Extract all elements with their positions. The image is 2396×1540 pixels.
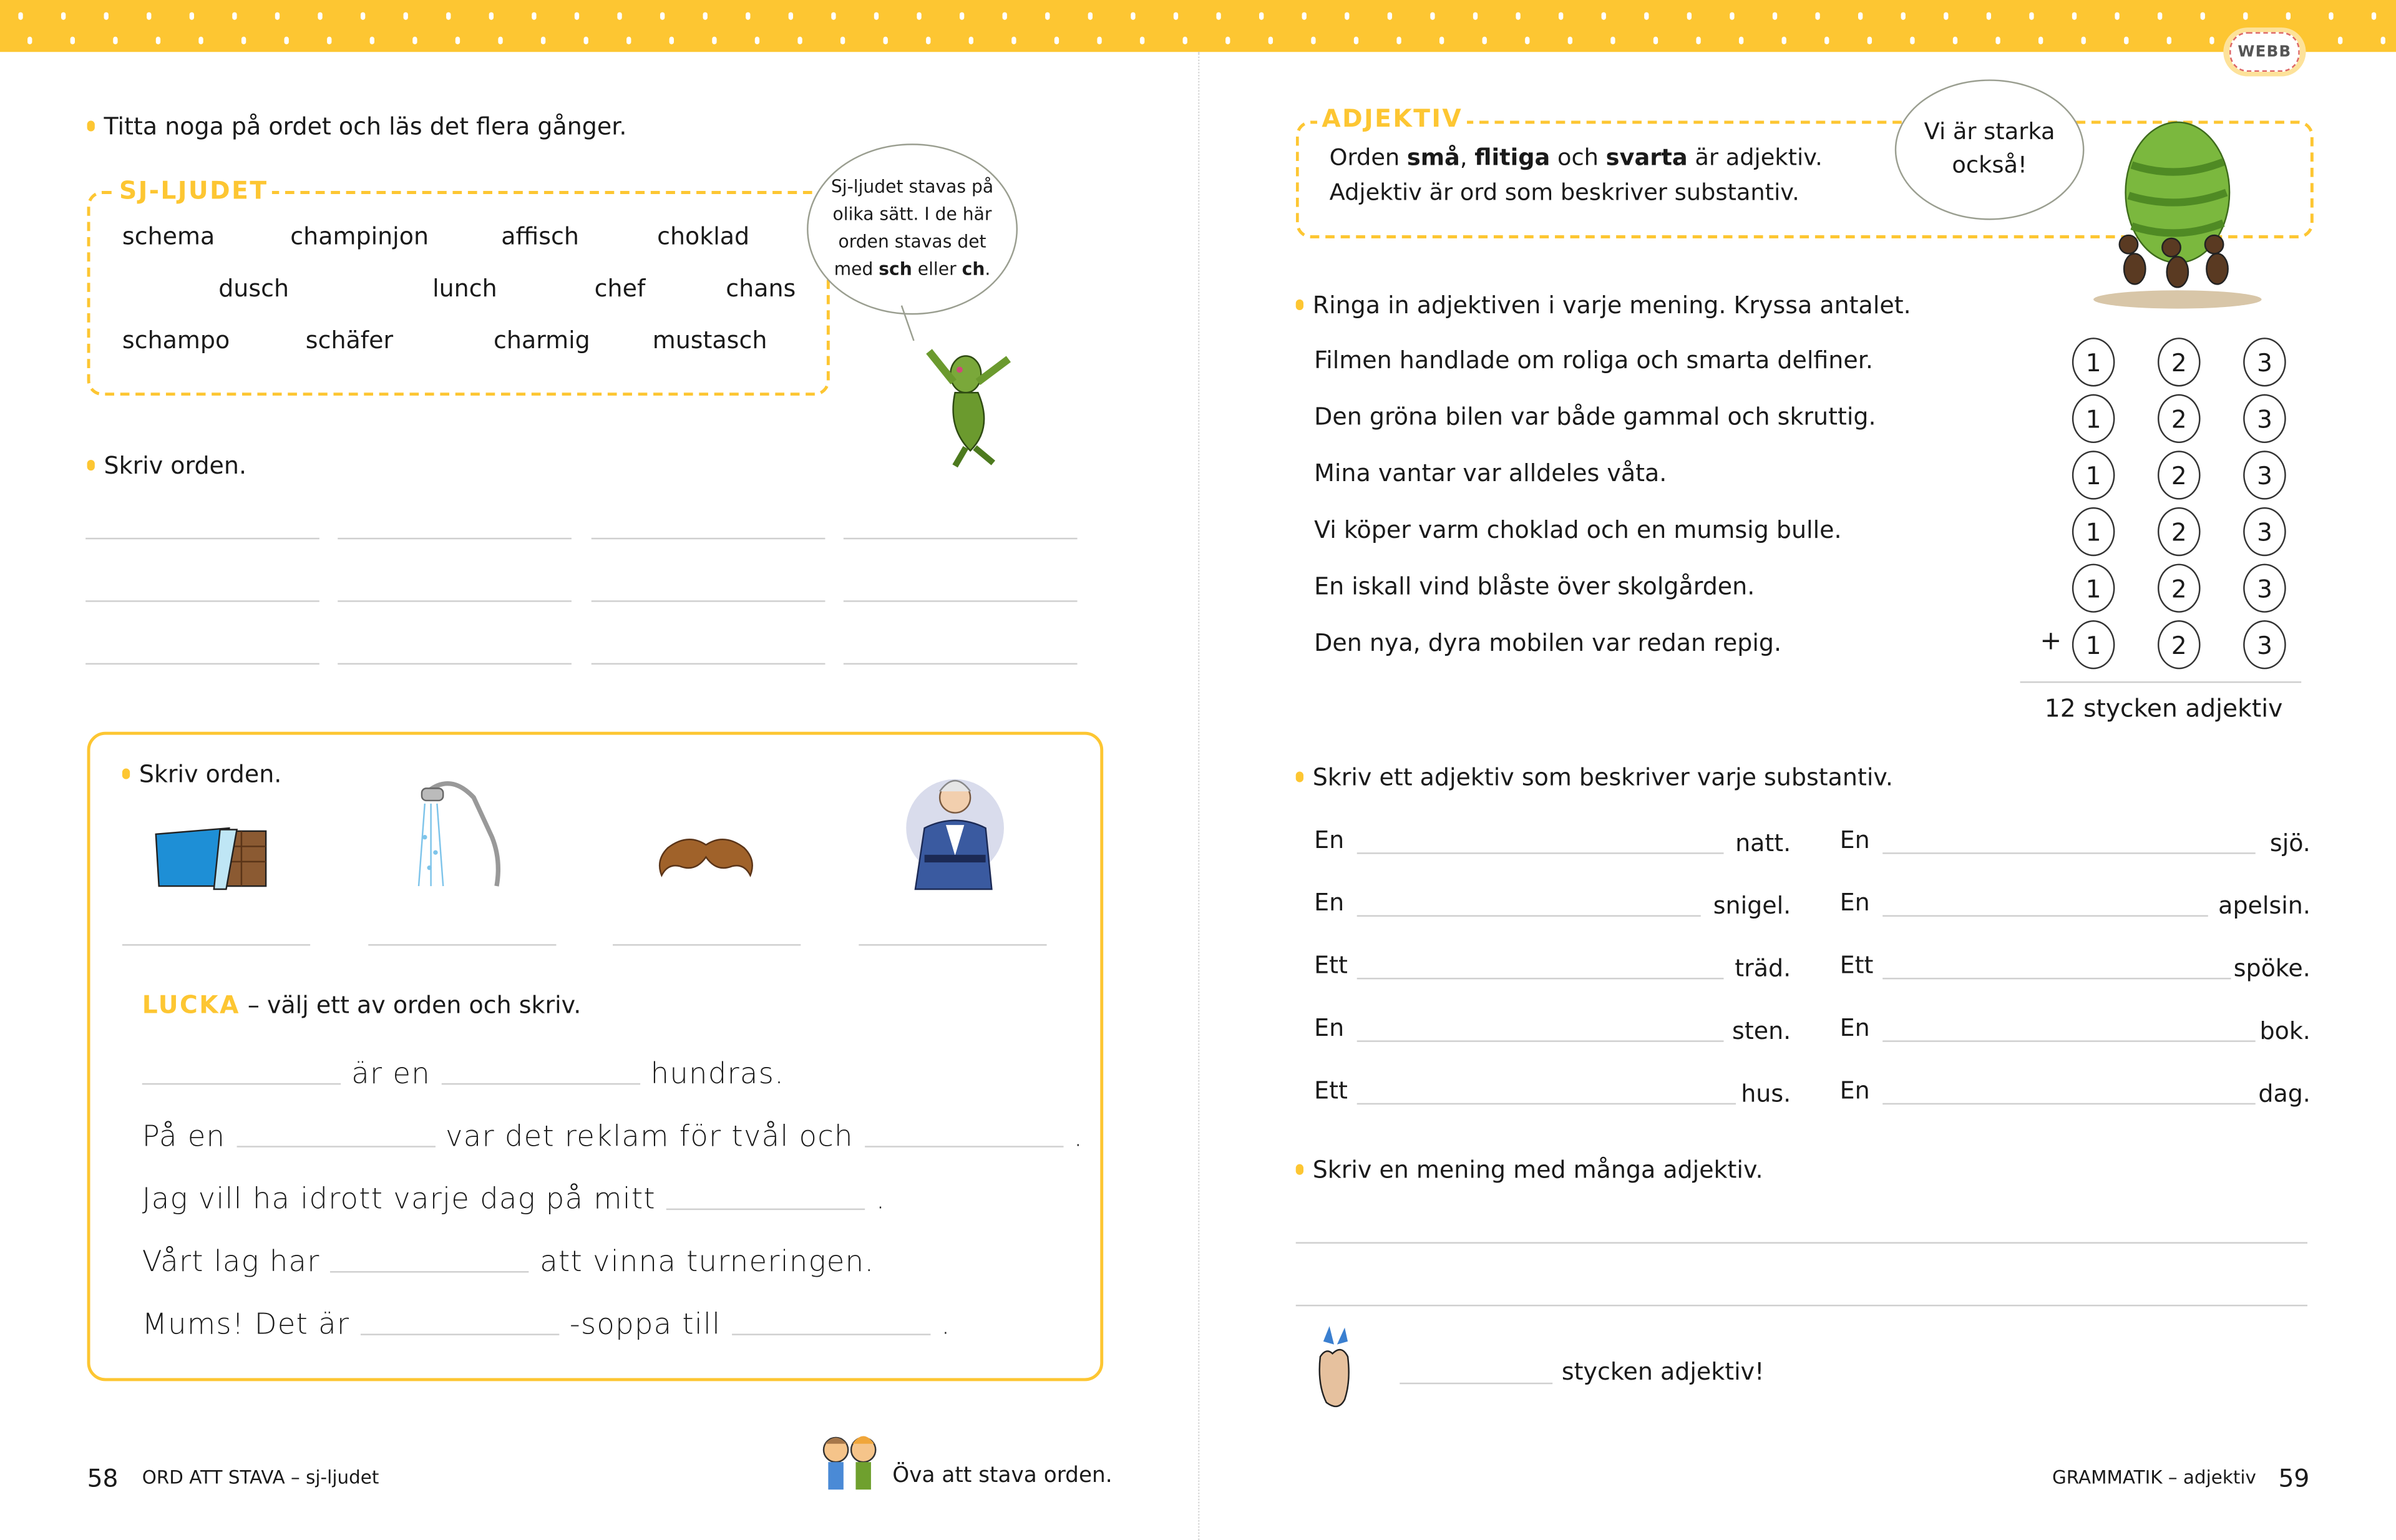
count-option-3[interactable]: 3 xyxy=(2243,394,2286,443)
lucka-text: . xyxy=(1073,1119,1084,1154)
band-dot xyxy=(2201,12,2205,20)
noun-article: En xyxy=(1839,1077,1870,1105)
word-answer-line[interactable] xyxy=(844,600,1078,602)
ants-watermelon-icon xyxy=(2070,119,2299,310)
band-dot xyxy=(1302,12,1307,20)
word-answer-line[interactable] xyxy=(592,663,825,665)
lucka-text: Jag vill ha idrott varje dag på mitt xyxy=(142,1182,656,1216)
band-dot xyxy=(1987,12,1991,20)
band-dot xyxy=(1473,12,1478,20)
band-dot xyxy=(1644,12,1648,20)
band-dot xyxy=(1525,37,1529,44)
band-dot xyxy=(1773,12,1777,20)
band-dot xyxy=(703,12,708,20)
band-dot xyxy=(18,12,22,20)
band-dot xyxy=(327,37,331,44)
band-dot xyxy=(584,37,588,44)
lucka-title: LUCKA xyxy=(142,990,240,1020)
shower-head-icon xyxy=(412,776,519,891)
band-dot xyxy=(2072,12,2077,20)
count-option-3[interactable]: 3 xyxy=(2243,563,2286,612)
band-dot xyxy=(1174,12,1178,20)
bullet-icon xyxy=(87,460,95,470)
band-dot xyxy=(1610,37,1615,44)
band-dot xyxy=(1653,37,1658,44)
sum-line xyxy=(2020,681,2302,683)
band-dot xyxy=(370,37,374,44)
band-dot xyxy=(2286,12,2291,20)
instruction-describe-text: Skriv ett adjektiv som beskriver varje substantiv. xyxy=(1312,764,1893,792)
adjective-answer-line[interactable] xyxy=(1357,1103,1735,1104)
sj-word: choklad xyxy=(657,223,750,251)
adjective-answer-line[interactable] xyxy=(1357,1040,1724,1041)
band-dot xyxy=(1430,12,1434,20)
sentence-answer-line[interactable] xyxy=(1296,1242,2307,1244)
band-dot xyxy=(831,12,835,20)
sentence-answer-line[interactable] xyxy=(1296,1305,2307,1306)
instruction-circle-text: Ringa in adjektiven i varje mening. Kryssa antalet. xyxy=(1312,291,1911,319)
noun-word: dag. xyxy=(2258,1080,2311,1108)
band-dot xyxy=(361,12,365,20)
band-dot xyxy=(1269,37,1273,44)
band-dot xyxy=(446,12,450,20)
lucka-text: hundras. xyxy=(650,1057,785,1091)
band-dot xyxy=(1568,37,1572,44)
adjektiv-text: Orden xyxy=(1329,144,1407,172)
bubble-text: med xyxy=(834,258,879,280)
sj-word: schampo xyxy=(122,326,230,355)
band-dot xyxy=(670,37,674,44)
noun-article: En xyxy=(1839,1014,1870,1042)
instruction-describe xyxy=(1296,764,1893,792)
sj-word: dusch xyxy=(218,275,290,303)
bubble-line: Vi är starka xyxy=(1924,118,2055,146)
instruction-sentence xyxy=(1296,1156,1763,1184)
band-dot xyxy=(1131,12,1135,20)
noun-word: spöke. xyxy=(2233,955,2311,983)
band-dot xyxy=(1354,37,1358,44)
band-dot xyxy=(27,37,32,44)
picture-instruction xyxy=(122,761,282,789)
band-dot xyxy=(1910,37,1914,44)
picture-answer-line[interactable] xyxy=(122,944,310,945)
lucka-blank[interactable] xyxy=(441,1083,640,1084)
noun-word: bok. xyxy=(2259,1017,2311,1045)
noun-word: sten. xyxy=(1732,1017,1791,1045)
lucka-text: . xyxy=(940,1307,952,1342)
page-spine xyxy=(1198,52,1199,1540)
lucka-instruction: – välj ett av orden och skriv. xyxy=(240,992,582,1020)
count-option-2[interactable]: 2 xyxy=(2158,338,2201,386)
page-number-right: 59 xyxy=(2278,1463,2310,1493)
lucka-text: -soppa till xyxy=(569,1307,721,1342)
noun-word: träd. xyxy=(1735,955,1791,983)
count-option-1[interactable]: 1 xyxy=(2072,563,2115,612)
lucka-blank[interactable] xyxy=(731,1333,930,1335)
count-option-1[interactable]: 1 xyxy=(2072,620,2115,669)
band-dot xyxy=(2029,12,2033,20)
band-dot xyxy=(746,12,750,20)
instruction-circle xyxy=(1296,291,1911,319)
band-dot xyxy=(874,12,879,20)
band-dot xyxy=(2158,12,2162,20)
noun-article: Ett xyxy=(1839,952,1874,980)
noun-word: natt. xyxy=(1735,829,1791,857)
bullet-icon xyxy=(1296,1164,1303,1175)
band-dot xyxy=(198,37,203,44)
clapping-hands-icon xyxy=(1311,1323,1381,1411)
adjective-sentence: Vi köper varm choklad och en mumsig bulle. xyxy=(1314,516,1842,544)
adjective-sentence: Filmen handlade om roliga och smarta delfiner. xyxy=(1314,346,1873,374)
count-option-3[interactable]: 3 xyxy=(2243,451,2286,499)
band-dot xyxy=(113,37,117,44)
lucka-text: På en xyxy=(142,1119,226,1154)
band-dot xyxy=(2338,37,2342,44)
lucka-blank[interactable] xyxy=(360,1333,558,1335)
band-dot xyxy=(1140,37,1144,44)
instruction-look xyxy=(87,113,627,141)
adjective-sentence: Den nya, dyra mobilen var redan repig. xyxy=(1314,629,1782,657)
lucka-text: Mums! Det är xyxy=(142,1307,350,1342)
adjective-answer-line[interactable] xyxy=(1882,1040,2255,1041)
band-dot xyxy=(1345,12,1349,20)
lucka-blank[interactable] xyxy=(142,1083,341,1084)
sj-word: lunch xyxy=(432,275,497,303)
band-dot xyxy=(1054,37,1059,44)
band-dot xyxy=(1995,37,2000,44)
band-dot xyxy=(275,12,280,20)
band-dot xyxy=(1944,12,1948,20)
word-answer-line[interactable] xyxy=(85,663,319,665)
page-number-left: 58 xyxy=(87,1463,119,1493)
count-option-2[interactable]: 2 xyxy=(2158,620,2201,669)
sj-word: chef xyxy=(594,275,646,303)
band-dot xyxy=(2082,37,2086,44)
band-dot xyxy=(489,12,494,20)
noun-word: snigel. xyxy=(1713,892,1791,920)
adjektiv-text: , xyxy=(1459,144,1475,172)
dragon-illustration-icon xyxy=(886,298,1039,474)
lucka-heading xyxy=(142,990,582,1020)
band-dot xyxy=(147,12,151,20)
lucka-blank[interactable] xyxy=(236,1146,434,1147)
band-dot xyxy=(617,12,621,20)
band-dot xyxy=(1088,12,1093,20)
band-dot xyxy=(1439,37,1444,44)
plus-sign: + xyxy=(2040,626,2062,657)
adjective-answer-line[interactable] xyxy=(1882,852,2255,854)
word-answer-line[interactable] xyxy=(338,663,572,665)
band-dot xyxy=(156,37,160,44)
bullet-icon xyxy=(122,769,130,779)
adjective-sentence: En iskall vind blåste över skolgården. xyxy=(1314,573,1755,601)
webb-badge-label: WEBB xyxy=(2229,32,2300,72)
picture-answer-line[interactable] xyxy=(613,944,801,945)
noun-word: hus. xyxy=(1741,1080,1791,1108)
band-dot xyxy=(1602,12,1606,20)
count-option-3[interactable]: 3 xyxy=(2243,507,2286,556)
band-dot xyxy=(755,37,759,44)
adjektiv-bold: flitiga xyxy=(1474,144,1551,172)
adjective-sentence: Mina vantar var alldeles våta. xyxy=(1314,459,1667,488)
man-in-suit-icon xyxy=(891,764,1010,894)
footer-section-right: GRAMMATIK – adjektiv xyxy=(2052,1466,2256,1488)
band-dot xyxy=(1687,12,1692,20)
band-dot xyxy=(917,12,921,20)
lucka-text: var det reklam för tvål och xyxy=(445,1119,854,1154)
clap-text: stycken adjektiv! xyxy=(1561,1358,1765,1386)
top-band xyxy=(0,0,2396,52)
band-dot xyxy=(712,37,716,44)
adjective-sentence: Den gröna bilen var både gammal och skruttig. xyxy=(1314,403,1876,431)
mustache-icon xyxy=(650,832,764,886)
count-option-2[interactable]: 2 xyxy=(2158,507,2201,556)
word-answer-line[interactable] xyxy=(844,663,1078,665)
count-option-1[interactable]: 1 xyxy=(2072,507,2115,556)
band-dot xyxy=(104,12,109,20)
count-option-2[interactable]: 2 xyxy=(2158,563,2201,612)
band-dot xyxy=(1815,12,1819,20)
adjective-answer-line[interactable] xyxy=(1357,915,1701,917)
word-answer-line[interactable] xyxy=(338,538,572,539)
band-dot xyxy=(190,12,194,20)
instruction-write xyxy=(87,452,247,480)
noun-article: Ett xyxy=(1314,952,1348,980)
band-dot xyxy=(318,12,322,20)
count-option-1[interactable]: 1 xyxy=(2072,338,2115,386)
band-dot xyxy=(2329,12,2333,20)
word-answer-line[interactable] xyxy=(338,600,572,602)
noun-article: En xyxy=(1314,1014,1345,1042)
lucka-text: . xyxy=(875,1182,886,1216)
kids-icon xyxy=(817,1428,888,1493)
bubble-line: också! xyxy=(1952,151,2027,179)
bubble-text: . xyxy=(985,258,991,280)
count-option-3[interactable]: 3 xyxy=(2243,338,2286,386)
chocolate-bar-icon xyxy=(153,825,272,894)
count-option-1[interactable]: 1 xyxy=(2072,451,2115,499)
band-dot xyxy=(2372,12,2376,20)
sj-word: schema xyxy=(122,223,215,251)
picture-answer-line[interactable] xyxy=(859,944,1046,945)
band-dot xyxy=(1953,37,1957,44)
footer-section-left: ORD ATT STAVA – sj-ljudet xyxy=(142,1466,379,1488)
adjective-answer-line[interactable] xyxy=(1882,978,2231,979)
band-dot xyxy=(797,37,802,44)
band-dot xyxy=(2243,12,2247,20)
count-option-2[interactable]: 2 xyxy=(2158,394,2201,443)
sj-word: chans xyxy=(726,275,796,303)
sj-word: affisch xyxy=(501,223,579,251)
bubble-line: olika sätt. I de här xyxy=(832,203,992,225)
lucka-blank[interactable] xyxy=(666,1209,865,1210)
lucka-text: att vinna turneringen. xyxy=(540,1245,875,1279)
bullet-icon xyxy=(1296,771,1303,782)
bullet-icon xyxy=(87,120,95,131)
band-dot xyxy=(1388,12,1392,20)
adjektiv-bold: små xyxy=(1406,144,1460,172)
count-option-1[interactable]: 1 xyxy=(2072,394,2115,443)
band-dot xyxy=(455,37,460,44)
band-dot xyxy=(1483,37,1487,44)
band-dot xyxy=(1559,12,1563,20)
lucka-text: är en xyxy=(351,1057,431,1091)
word-answer-line[interactable] xyxy=(592,600,825,602)
adjektiv-line-2: Adjektiv är ord som beskriver substantiv. xyxy=(1329,178,1799,207)
band-dot xyxy=(241,37,246,44)
band-dot xyxy=(1730,12,1734,20)
adjective-answer-line[interactable] xyxy=(1882,915,2208,917)
adjective-answer-line[interactable] xyxy=(1357,978,1724,979)
band-dot xyxy=(2209,37,2214,44)
dragon-speech-bubble xyxy=(807,144,1018,314)
band-dot xyxy=(2167,37,2171,44)
band-dot xyxy=(1696,37,1700,44)
band-dot xyxy=(1003,12,1007,20)
noun-article: En xyxy=(1839,826,1870,854)
lucka-blank[interactable] xyxy=(864,1146,1063,1147)
band-dot xyxy=(61,12,66,20)
bubble-line: Sj-ljudet stavas på xyxy=(830,176,994,198)
band-dot xyxy=(541,37,545,44)
bubble-line: orden stavas det xyxy=(838,230,986,252)
picture-instruction-text: Skriv orden. xyxy=(139,761,282,789)
count-option-2[interactable]: 2 xyxy=(2158,451,2201,499)
bubble-line xyxy=(831,256,993,284)
band-dot xyxy=(1824,37,1829,44)
band-dot xyxy=(285,37,289,44)
adjektiv-text: och xyxy=(1550,144,1606,172)
band-dot xyxy=(498,37,502,44)
band-dot xyxy=(840,37,845,44)
band-dot xyxy=(232,12,236,20)
band-dot xyxy=(71,37,75,44)
band-dot xyxy=(1901,12,1906,20)
lucka-text: Vårt lag har xyxy=(142,1245,320,1279)
bubble-bold: sch xyxy=(879,258,912,280)
band-dot xyxy=(2124,37,2128,44)
lucka-blank[interactable] xyxy=(331,1271,529,1272)
word-answer-line[interactable] xyxy=(844,538,1078,539)
bubble-bold: ch xyxy=(962,258,985,280)
band-dot xyxy=(532,12,536,20)
band-dot xyxy=(2115,12,2119,20)
band-dot xyxy=(1782,37,1786,44)
noun-article: En xyxy=(1314,826,1345,854)
band-dot xyxy=(1216,12,1220,20)
band-dot xyxy=(1097,37,1101,44)
band-dot xyxy=(1739,37,1743,44)
adjektiv-bold: svarta xyxy=(1605,144,1688,172)
band-dot xyxy=(960,12,964,20)
adjektiv-line-1 xyxy=(1329,144,1823,172)
adjective-answer-line[interactable] xyxy=(1357,852,1724,854)
band-dot xyxy=(926,37,930,44)
noun-word: sjö. xyxy=(2269,829,2311,857)
band-dot xyxy=(1311,37,1315,44)
band-dot xyxy=(1183,37,1187,44)
band-dot xyxy=(404,12,408,20)
ants-speech-bubble xyxy=(1895,79,2085,220)
footer-practice: Öva att stava orden. xyxy=(892,1463,1113,1488)
sj-word: mustasch xyxy=(652,326,767,355)
band-dot xyxy=(1259,12,1264,20)
band-dot xyxy=(660,12,665,20)
webb-badge[interactable] xyxy=(2223,27,2306,76)
band-dot xyxy=(1396,37,1401,44)
noun-article: En xyxy=(1839,889,1870,917)
band-dot xyxy=(2038,37,2043,44)
band-dot xyxy=(575,12,579,20)
word-answer-line[interactable] xyxy=(85,600,319,602)
band-dot xyxy=(1045,12,1049,20)
sj-word: charmig xyxy=(494,326,590,355)
band-dot xyxy=(1858,12,1863,20)
word-answer-line[interactable] xyxy=(85,538,319,539)
adjektiv-text: är adjektiv. xyxy=(1687,144,1823,172)
sj-word: champinjon xyxy=(290,223,429,251)
band-dot xyxy=(1225,37,1230,44)
band-dot xyxy=(969,37,973,44)
total-count: 12 stycken adjektiv xyxy=(2044,693,2283,723)
sj-ljudet-title: SJ-LJUDET xyxy=(115,178,273,203)
band-dot xyxy=(789,12,793,20)
picture-answer-line[interactable] xyxy=(368,944,556,945)
bubble-text: eller xyxy=(912,258,962,280)
clap-count-line[interactable] xyxy=(1400,1383,1552,1384)
instruction-sentence-text: Skriv en mening med många adjektiv. xyxy=(1312,1156,1763,1184)
bullet-icon xyxy=(1296,300,1303,310)
instruction-look-text: Titta noga på ordet och läs det flera gånger. xyxy=(104,113,627,141)
band-dot xyxy=(1868,37,1872,44)
band-dot xyxy=(626,37,631,44)
adjektiv-title: ADJEKTIV xyxy=(1317,107,1467,131)
sj-word: schäfer xyxy=(305,326,394,355)
band-dot xyxy=(884,37,888,44)
noun-article: En xyxy=(1314,889,1345,917)
noun-word: apelsin. xyxy=(2218,892,2311,920)
instruction-write-text: Skriv orden. xyxy=(104,452,247,480)
noun-article: Ett xyxy=(1314,1077,1348,1105)
count-option-3[interactable]: 3 xyxy=(2243,620,2286,669)
band-dot xyxy=(412,37,417,44)
adjective-answer-line[interactable] xyxy=(1882,1103,2255,1104)
band-dot xyxy=(1516,12,1520,20)
band-dot xyxy=(1011,37,1016,44)
band-dot xyxy=(2381,37,2385,44)
word-answer-line[interactable] xyxy=(592,538,825,539)
